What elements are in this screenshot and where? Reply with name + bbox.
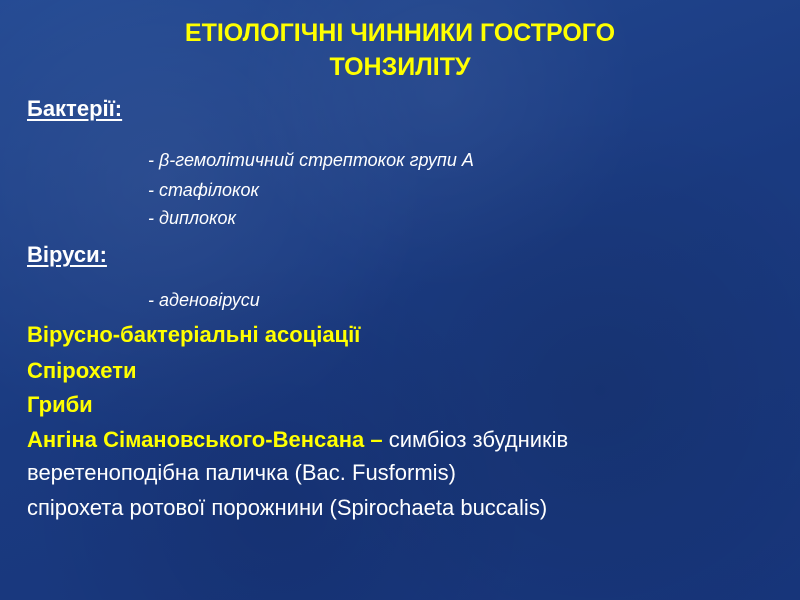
bacteria-item-staphylococcus: - стафілокок xyxy=(148,180,260,200)
title-line-1: ЕТІОЛОГІЧНІ ЧИННИКИ ГОСТРОГО xyxy=(184,19,616,47)
viruses-heading: Віруси: xyxy=(27,242,107,267)
viruses-item-adenovirus: - аденовіруси xyxy=(148,290,260,310)
bacteria-item-streptococcus: - β-гемолітичний стрептокок групи А xyxy=(148,150,474,170)
slide-title xyxy=(0,16,800,84)
fungi: Гриби xyxy=(27,392,93,417)
angina-line xyxy=(27,427,568,453)
fusiform-bacillus-line: веретеноподібна паличка (Bac. Fusformis) xyxy=(27,460,456,485)
spirochetes: Спірохети xyxy=(27,358,137,383)
angina-name: Ангіна Сімановського-Венсана – xyxy=(27,427,389,452)
bacteria-item-diplococcus: - диплокок xyxy=(148,208,237,228)
angina-symbiosis: симбіоз збудників xyxy=(388,427,569,452)
bacteria-heading: Бактерії: xyxy=(27,96,123,121)
viral-bacterial-associations: Вірусно-бактеріальні асоціації xyxy=(27,322,361,347)
title-line-2: ТОНЗИЛІТУ xyxy=(329,53,471,81)
oral-spirochete-line: спірохета ротової порожнини (Spirochaeta buccalis) xyxy=(27,495,548,520)
